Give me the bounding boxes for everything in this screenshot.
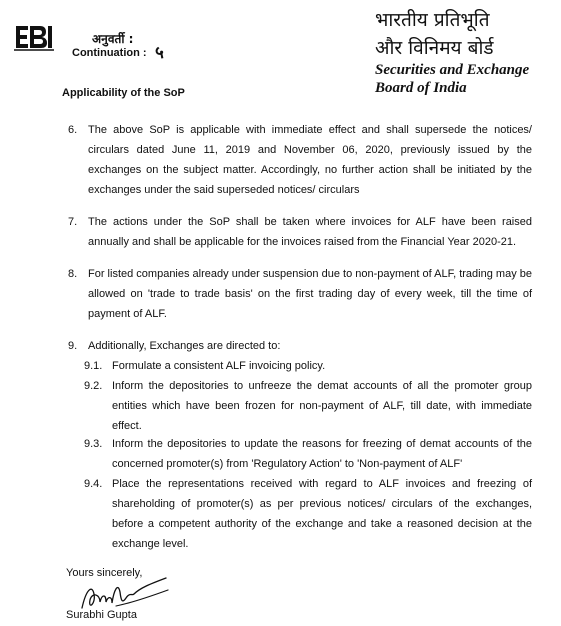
closing-salutation: Yours sincerely, (66, 567, 143, 579)
subparagraph-number: 9.4. (84, 478, 103, 490)
paragraph-text: The above SoP is applicable with immediate effect and shall supersede the notices/ circulars dated June 11, 2019 and November 06, 2020, previously issued by the exchanges on the subject matter. Accordingly, no further action shall be initiated by the exchanges under the said superseded notices/ circulars (88, 124, 532, 196)
subparagraph (84, 474, 532, 554)
paragraph-number: 9. (68, 340, 78, 352)
subparagraph-number: 9.2. (84, 380, 103, 392)
subparagraph-number: 9.3. (84, 438, 103, 450)
subparagraph-number: 9.1. (84, 360, 103, 372)
continuation-label: Continuation : (72, 47, 147, 59)
paragraph (68, 120, 532, 200)
paragraph-number: 8. (68, 268, 78, 280)
paragraph-text: For listed companies already under suspension due to non-payment of ALF, trading may be allowed on 'trade to trade basis' on the first trading day of every week, till the time of payment of ALF. (88, 268, 532, 320)
signatory-name: Surabhi Gupta (66, 609, 137, 621)
sebi-logo (14, 22, 54, 52)
subparagraph-text: Formulate a consistent ALF invoicing policy. (112, 360, 326, 372)
paragraph-number: 7. (68, 216, 78, 228)
org-name-hindi-line2: और विनिमय बोर्ड (375, 37, 494, 59)
paragraph (68, 336, 532, 356)
subparagraph-text: Place the representations received with regard to ALF invoices and freezing of shareholding of promoter(s) as per previous notices/ circulars of the exchanges, before a competent authority of the exchange and take a reasoned decision at the exchange level. (112, 478, 532, 550)
subparagraph (84, 434, 532, 474)
org-name-line2: Board of India (375, 80, 467, 96)
subparagraph-text: Inform the depositories to update the reasons for freezing of demat accounts of the concerned promoter(s) from 'Regulatory Action' to 'Non-payment of ALF' (112, 438, 532, 470)
paragraph (68, 212, 532, 252)
subparagraph (84, 356, 532, 376)
subparagraph (84, 376, 532, 436)
subparagraph-text: Inform the depositories to unfreeze the demat accounts of all the promoter group entities which have been frozen for non-payment of ALF, till date, with immediate effect. (112, 380, 532, 432)
org-name-line1: Securities and Exchange (375, 62, 530, 78)
paragraph-number: 6. (68, 124, 78, 136)
org-name-hindi-line1: भारतीय प्रतिभूति (375, 9, 490, 31)
continuation-number: ५ (155, 43, 164, 63)
paragraph-text: Additionally, Exchanges are directed to: (88, 340, 281, 352)
paragraph (68, 264, 532, 324)
continuation-hindi-label: अनुवर्ती : (92, 32, 134, 46)
section-heading: Applicability of the SoP (62, 87, 185, 99)
paragraph-text: The actions under the SoP shall be taken where invoices for ALF have been raised annually and shall be applicable for the invoices raised from the Financial Year 2020-21. (88, 216, 532, 248)
